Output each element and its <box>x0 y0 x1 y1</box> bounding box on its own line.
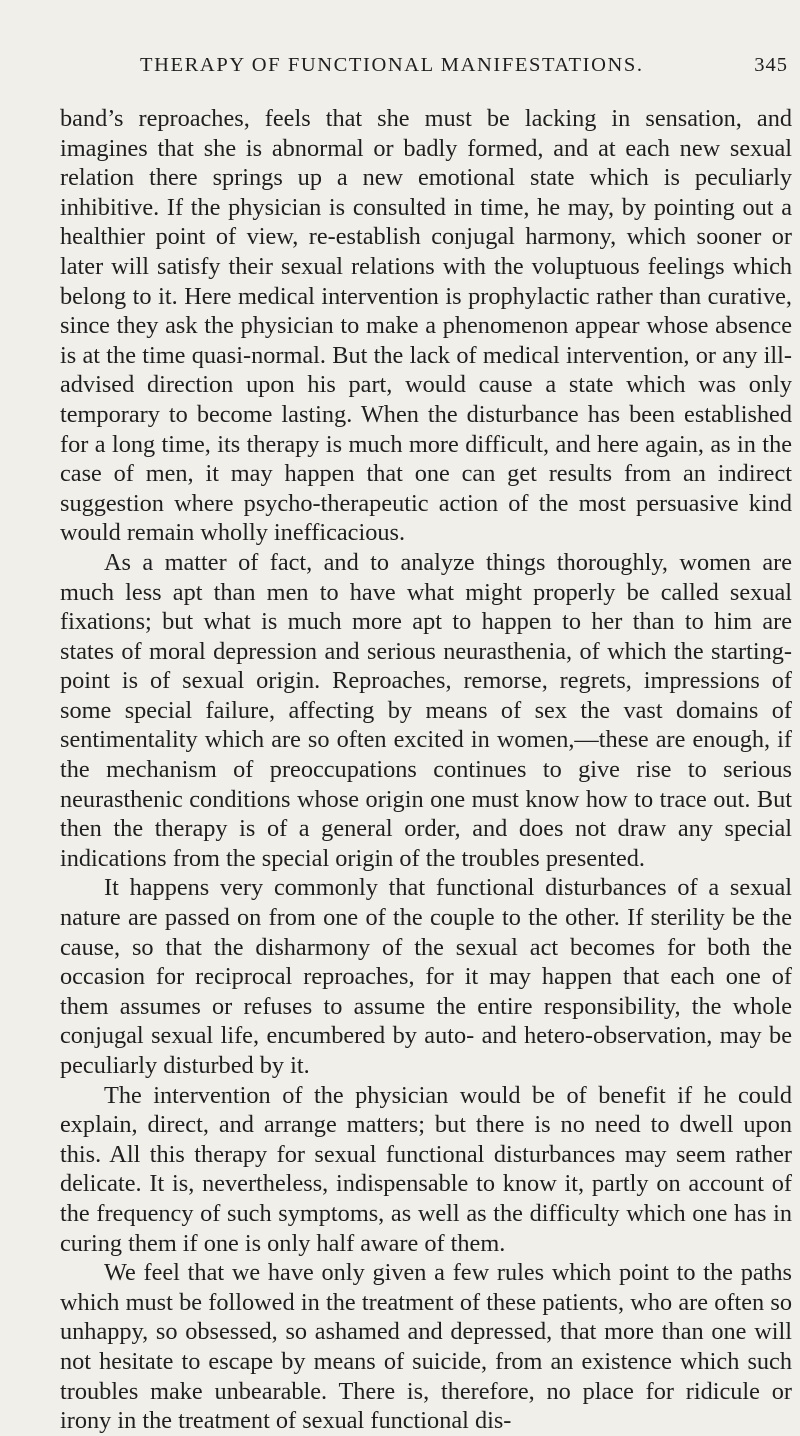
paragraph: As a matter of fact, and to analyze things thoroughly, women are much less apt than men to have what might properly be called sexual fixations; but what is much more apt to happen to her than to him are states of moral depression and serious neurasthenia, of which the starting-point is of sexual origin. Reproaches, remorse, regrets, impressions of some special failure, affecting by means of sex the vast domains of sentimentality which are so often excited in women,—these are enough, if the mechanism of preoccupations continues to give rise to serious neurasthenic conditions whose origin one must know how to trace out. But then the therapy is of a general order, and does not draw any special indications from the special origin of the troubles presented. <box>60 548 792 872</box>
paragraph: It happens very commonly that functional disturbances of a sexual nature are passed on from one of the couple to the other. If sterility be the cause, so that the disharmony of the sexual act becomes for both the occasion for reciprocal reproaches, for it may happen that each one of them assumes or refuses to assume the entire responsibility, the whole conjugal sexual life, encumbered by auto- and hetero-observation, may be peculiarly disturbed by it. <box>60 874 792 1079</box>
paragraph: We feel that we have only given a few rules which point to the paths which must be followed in the treatment of these patients, who are often so unhappy, so obsessed, so ashamed and depressed, that more than one will not hesitate to escape by means of suicide, from an existence which such troubles make unbearable. There is, therefore, no place for ridicule or irony in the treatment of sexual functional dis- <box>60 1259 792 1435</box>
page-number: 345 <box>754 54 788 76</box>
running-title: THERAPY OF FUNCTIONAL MANIFESTATIONS. <box>140 54 644 76</box>
running-header <box>60 50 792 82</box>
paragraph-continued: band’s reproaches, feels that she must be lacking in sensation, and imagines that she is abnormal or badly formed, and at each new sexual relation there springs up a new emotional state which is peculiarly inhibitive. If the physician is consulted in time, he may, by pointing out a healthier point of view, re-establish conjugal harmony, which sooner or later will satisfy their sexual relations with the voluptuous feelings which belong to it. Here medical intervention is prophylactic rather than curative, since they ask the physician to make a phenomenon appear whose absence is at the time quasi-normal. But the lack of medical intervention, or any ill-advised direction upon his part, would cause a state which was only temporary to become lasting. When the disturbance has been established for a long time, its therapy is much more difficult, and here again, as in the case of men, it may happen that one can get results from an indirect suggestion where psycho-therapeutic action of the most persuasive kind would remain wholly inefficacious. <box>60 105 792 547</box>
body-text <box>60 104 792 1436</box>
paragraph: The intervention of the physician would be of benefit if he could explain, direct, and arrange matters; but there is no need to dwell upon this. All this therapy for sexual functional disturbances may seem rather delicate. It is, nevertheless, indispensable to know it, partly on account of the frequency of such symptoms, as well as the difficulty which one has in curing them if one is only half aware of them. <box>60 1081 792 1257</box>
book-page <box>60 50 792 1436</box>
